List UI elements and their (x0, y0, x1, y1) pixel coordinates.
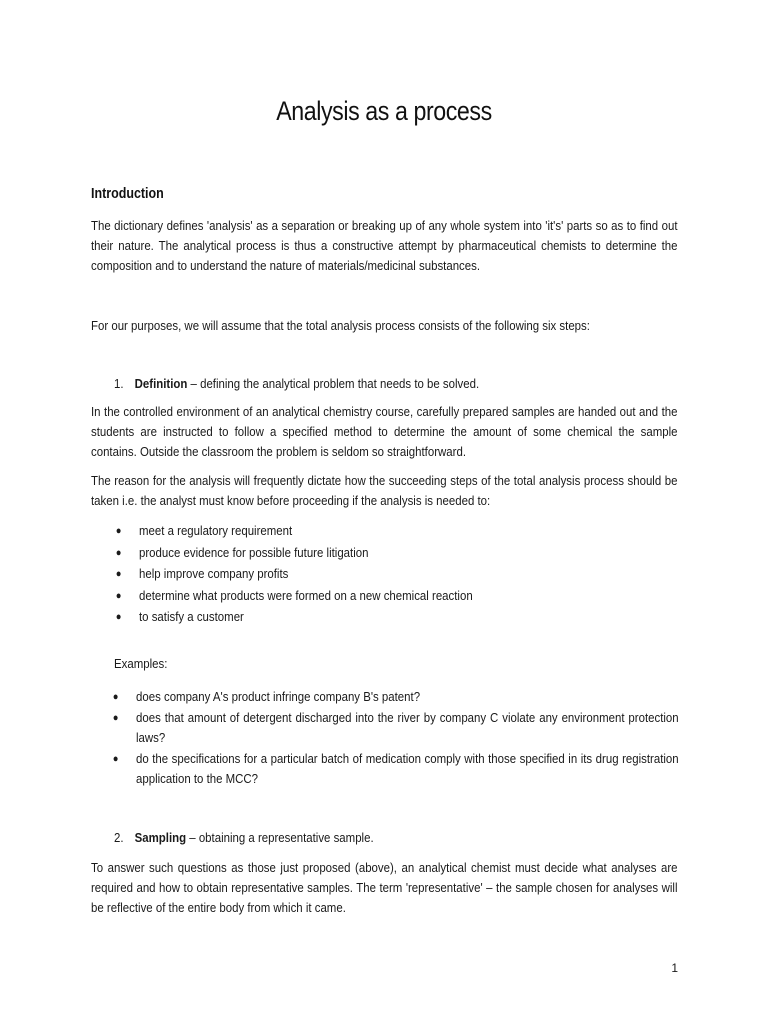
reason-paragraph: The reason for the analysis will frequently dictate how the succeeding steps of the total analysis process should be taken i.e. the analyst must know before proceeding if the analysis is needed to: (91, 473, 678, 508)
step-sampling (114, 828, 374, 848)
page-number: 1 (671, 961, 678, 975)
bullet-icon: ● (115, 525, 122, 537)
bullet-icon: ● (115, 546, 122, 559)
list-item: ● help improve company profits (139, 564, 569, 586)
purpose-paragraph: For our purposes, we will assume that the total analysis process consists of the following six steps: (91, 318, 590, 333)
introduction-heading: Introduction (91, 186, 164, 202)
list-item: ● do the specifications for a particular batch of medication comply with those specified in its drug registration application to the MCC? (112, 751, 679, 786)
bullet-icon: ● (112, 691, 119, 703)
step-description: – defining the analytical problem that needs to be solved. (187, 376, 480, 391)
examples-label: Examples: (114, 656, 168, 671)
reasons-list (115, 521, 569, 629)
bullet-icon: ● (112, 712, 119, 724)
step-number: 1. (114, 376, 124, 391)
step-term: Definition (134, 376, 188, 391)
controlled-environment-paragraph: In the controlled environment of an analytical chemistry course, carefully prepared samples are handed out and the students are instructed to follow a specified method to determine the amount of some chemical the sample contains. Outside the classroom the problem is seldom so straightforward. (91, 404, 678, 459)
bullet-icon: ● (115, 611, 122, 623)
list-item: ● does that amount of detergent discharged into the river by company C violate any environment protection laws? (112, 710, 679, 745)
list-item: ● produce evidence for possible future litigation (139, 543, 569, 565)
examples-list (112, 687, 679, 790)
introduction-paragraph: The dictionary defines 'analysis' as a separation or breaking up of any whole system into 'it's' parts so as to find out their nature. The analytical process is thus a constructive attempt by pharmaceutical chemists to determine the composition and to understand the nature of materials/medicinal substances. (91, 218, 678, 273)
sampling-paragraph: To answer such questions as those just proposed (above), an analytical chemist must decide what analyses are required and how to obtain representative samples. The term 'representative' – the sample chosen for analyses will be reflective of the entire body from which it came. (91, 860, 678, 915)
bullet-icon: ● (115, 568, 122, 580)
step-definition (114, 374, 479, 394)
bullet-icon: ● (115, 589, 122, 602)
list-item: ● meet a regulatory requirement (139, 521, 569, 543)
step-number: 2. (114, 830, 124, 845)
step-description: – obtaining a representative sample. (186, 830, 374, 845)
list-item: ● determine what products were formed on a new chemical reaction (139, 586, 569, 608)
bullet-icon: ● (112, 753, 119, 765)
list-item: ● to satisfy a customer (139, 607, 569, 629)
step-term: Sampling (134, 830, 187, 845)
document-title: Analysis as a process (276, 96, 492, 126)
list-item: ● does company A's product infringe company B's patent? (136, 687, 679, 707)
